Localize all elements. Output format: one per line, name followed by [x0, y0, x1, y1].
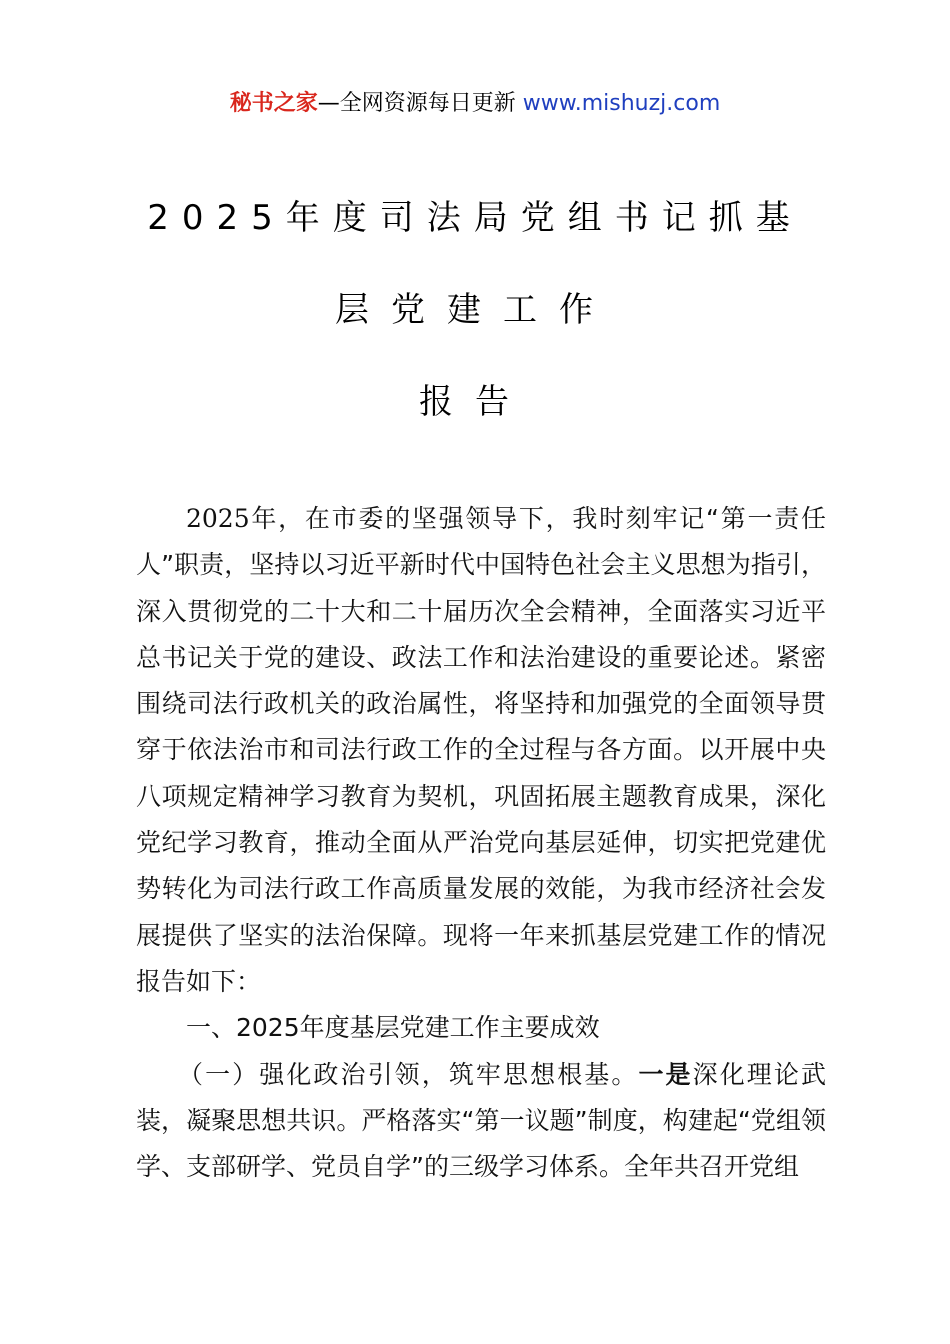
point-marker-1: 一是 [638, 1059, 693, 1089]
site-header [0, 88, 950, 120]
document-title-line-3: 报告 [419, 382, 531, 422]
header-tagline: —全网资源每日更新 [317, 91, 523, 116]
document-title-line-2: 层党建工作 [335, 290, 615, 330]
subsection-text-1: 深化理论武装，凝聚思想共识。严格落实“第一议题”制度，构建起“党组领学、支部研学、党员自学”的三级学习体系。全年共召开党组 [136, 1059, 826, 1182]
intro-paragraph [136, 496, 826, 1005]
document-title-line-1: 2025年度司法局党组书记抓基 [147, 198, 803, 238]
intro-text: 年，在市委的坚强领导下，我时刻牢记“第一责任人”职责，坚持以习近平新时代中国特色社会主义思想为指引，深入贯彻党的二十大和二十届历次全会精神，全面落实习近平总书记关于党的建设、政法工作和法治建设的重要论述。紧密围绕司法行政机关的政治属性，将坚持和加强党的全面领导贯穿于依法治市和司法行政工作的全过程与各方面。以开展中央八项规定精神学习教育为契机，巩固拓展主题教育成果，深化党纪学习教育，推动全面从严治党向基层延伸，切实把党建优势转化为司法行政工作高质量发展的效能，为我市经济社会发展提供了坚实的法治保障。现将一年来抓基层党建工作的情况报告如下： [136, 504, 826, 996]
document-body [136, 496, 826, 1190]
intro-year: 2025 [186, 504, 250, 533]
brand-name: 秘书之家 [229, 91, 318, 116]
section-heading-1: 一、2025年度基层党建工作主要成效 [186, 1013, 600, 1043]
subsection-heading-1: （一）强化政治引领，筑牢思想根基。 [178, 1059, 639, 1089]
subsection-paragraph-1 [136, 1052, 826, 1191]
site-url-link[interactable]: www.mishuzj.com [522, 91, 721, 116]
